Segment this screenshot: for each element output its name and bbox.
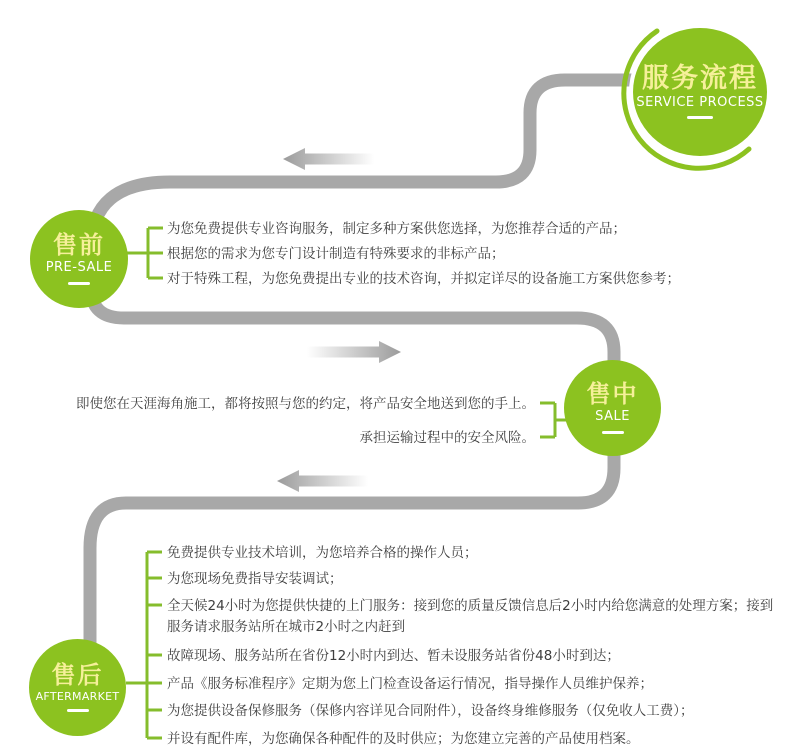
badge-underline [687, 116, 713, 119]
aftermarket-title: 售后 [51, 660, 104, 689]
service-item: 根据您的需求为您专门设计制造有特殊要求的非标产品； [167, 246, 505, 262]
presale-badge [30, 210, 128, 308]
service-item: 即使您在天涯海角施工，都将按照与您的约定，将产品安全地送到您的手上。 [76, 396, 535, 412]
service-process-subtitle: SERVICE PROCESS [636, 94, 764, 110]
sale-title: 售中 [586, 380, 639, 409]
badge-underline [602, 431, 624, 434]
arrow-left-icon [283, 148, 374, 170]
badge-underline [67, 709, 89, 712]
service-item: 对于特殊工程，为您免费提出专业的技术咨询，并拟定详尽的设备施工方案供您参考； [167, 271, 680, 287]
aftermarket-subtitle: AFTERMARKET [35, 690, 120, 703]
service-item: 故障现场、服务站所在省份12小时内到达、暂未设服务站省份48小时到达； [167, 648, 620, 664]
service-item: 免费提供专业技术培训，为您培养合格的操作人员； [167, 545, 478, 561]
aftermarket-bracket [126, 552, 162, 738]
badge-underline [68, 282, 90, 285]
arrow-right-icon [307, 341, 401, 363]
service-item: 全天候24小时为您提供快捷的上门服务：接到您的质量反馈信息后2小时内给您满意的处理方案；接到服务请求服务站所在城市2小时之内赶到 [167, 598, 774, 635]
service-item: 承担运输过程中的安全风险。 [359, 430, 535, 446]
presale-bracket [127, 228, 163, 278]
service-process-title: 服务流程 [642, 62, 758, 94]
aftermarket-badge [29, 639, 126, 736]
service-item: 产品《服务标准程序》定期为您上门检查设备运行情况，指导操作人员维护保养； [167, 676, 653, 692]
presale-title: 售前 [53, 231, 105, 260]
sale-subtitle: SALE [595, 409, 630, 425]
service-item: 为您现场免费指导安装调试； [167, 571, 343, 587]
service-process-badge [633, 28, 767, 156]
service-item: 并设有配件库，为您确保各种配件的及时供应；为您建立完善的产品使用档案。 [167, 731, 640, 747]
service-item: 为您提供设备保修服务（保修内容详见合同附件），设备终身维修服务（仅免收人工费）； [167, 703, 694, 719]
service-item: 为您免费提供专业咨询服务，制定多种方案供您选择，为您推荐合适的产品； [167, 221, 626, 237]
arrow-left-icon [277, 470, 368, 492]
presale-subtitle: PRE-SALE [45, 260, 113, 276]
sale-badge [564, 360, 661, 456]
